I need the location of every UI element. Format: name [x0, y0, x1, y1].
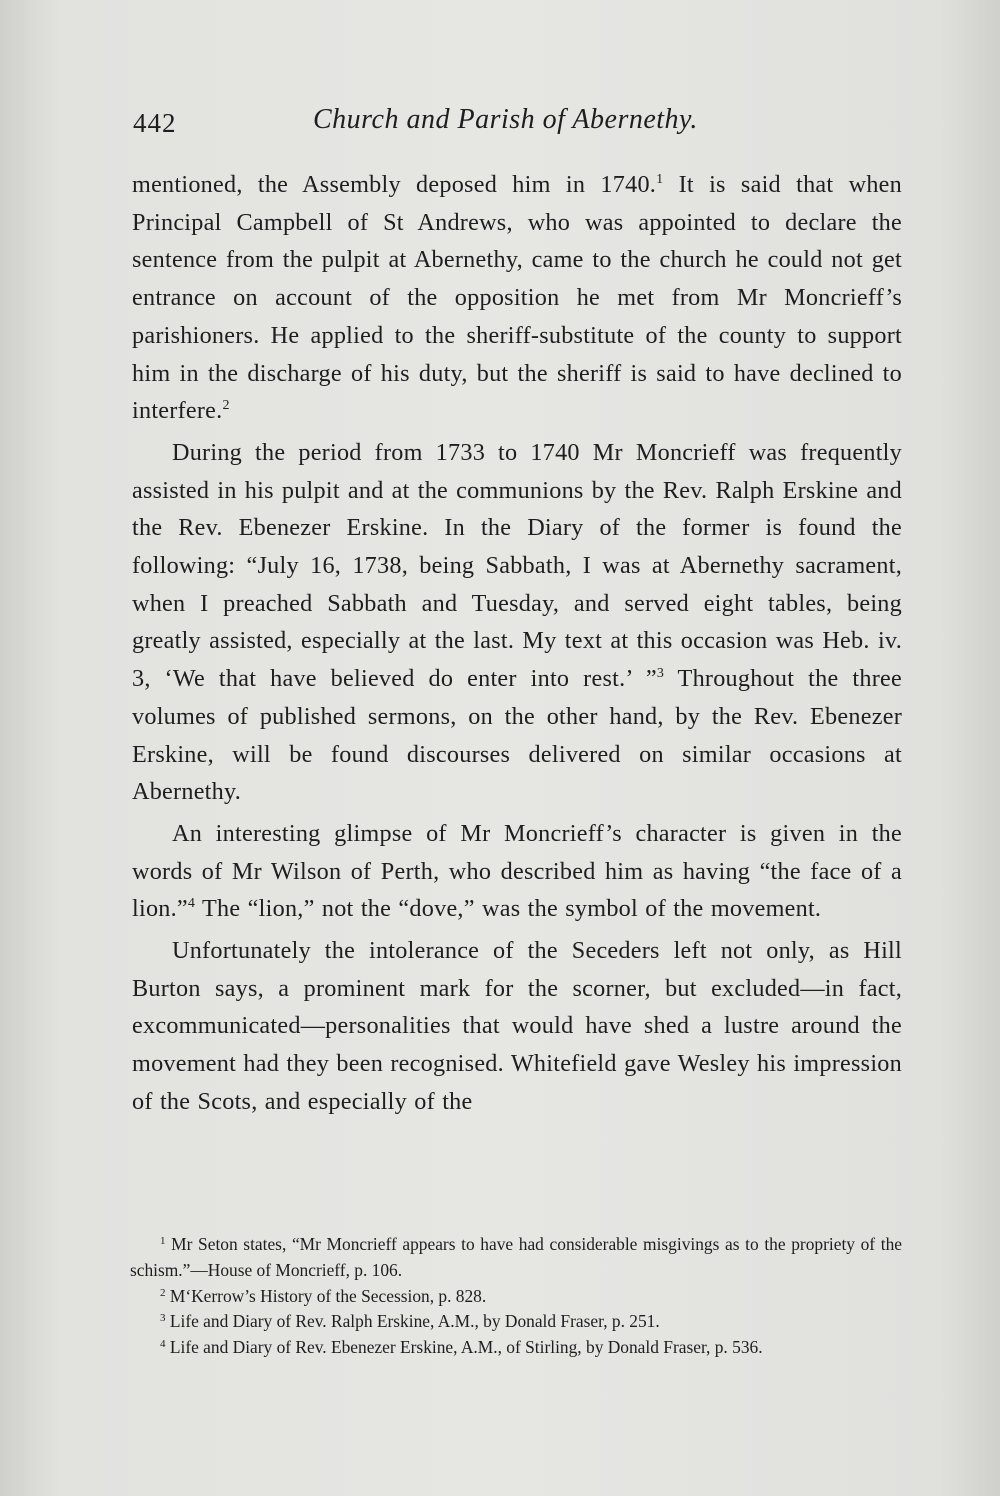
- footnote-ref-4: 4: [187, 896, 196, 912]
- paragraph-4-text: Unfortunately the intolerance of the Seceders left not only, as Hill Burton says, a prominent mark for the scorner, but excluded—in fact, excommunicated—personalities that would have shed a lustre around the movement had they been recognised. Whitefield gave Wesley his impression of the Scots, and especially of the: [132, 937, 902, 1115]
- paragraph-2-text: During the period from 1733 to 1740 Mr Moncrieff was frequently assisted in his pulpit and at the communions by the Rev. Ralph Erskine and the Rev. Ebenezer Erskine. In the Diary of the former is found the following: “July 16, 1738, being Sabbath, I was at Abernethy sacrament, when I preached Sabbath and Tuesday, and served eight tables, being greatly assisted, especially at the last. My text at this occasion was Heb. iv. 3, ‘We that have believed do enter into rest.’ ”: [132, 438, 902, 693]
- paragraph-1: [132, 166, 902, 430]
- footnote-4: [130, 1335, 902, 1361]
- body-text: [132, 166, 902, 1125]
- footnote-mark-4: 4: [160, 1338, 166, 1351]
- footnote-2-text: M‘Kerrow’s History of the Secession, p. 828.: [169, 1285, 487, 1306]
- running-title: Church and Parish of Abernethy.: [313, 104, 698, 135]
- paragraph-2: [132, 434, 902, 811]
- paragraph-4: [132, 932, 902, 1121]
- paragraph-2-text-after: Throughout the three volumes of published sermons, on the other hand, by the Rev. Ebenezer Erskine, will be found discourses delivered on similar occasions at Abernethy.: [132, 665, 902, 806]
- paragraph-3: [132, 815, 902, 928]
- paragraph-1-text: mentioned, the Assembly deposed him in 1740.: [132, 171, 657, 198]
- footnote-ref-1: 1: [656, 172, 664, 187]
- footnote-1-text: Mr Seton states, “Mr Moncrieff appears to have had considerable misgivings as to the propriety of the schism.”—House of Moncrieff, p. 106.: [130, 1234, 902, 1280]
- footnote-ref-2: 2: [222, 398, 230, 414]
- footnote-1: [130, 1232, 902, 1284]
- footnote-3: [130, 1309, 902, 1335]
- footnote-mark-2: 2: [160, 1286, 166, 1299]
- page-header: [133, 104, 753, 148]
- paragraph-1-text-after: It is said that when Principal Campbell of St Andrews, who was appointed to declare the sentence from the pulpit at Abernethy, came to the church he could not get entrance on account of the opposition he met from Mr Moncrieff’s parishioners. He applied to the sheriff-substitute of the county to support him in the discharge of his duty, but the sheriff is said to have declined to interfere.: [132, 171, 903, 425]
- paragraph-3-text: An interesting glimpse of Mr Moncrieff’s character is given in the words of Mr Wilson of Perth, who described him as having “the face of a lion.”: [132, 819, 902, 923]
- footnote-ref-3: 3: [656, 666, 665, 682]
- footnotes: [130, 1232, 902, 1361]
- footnote-4-text: Life and Diary of Rev. Ebenezer Erskine, A.M., of Stirling, by Donald Fraser, p. 536.: [169, 1337, 763, 1358]
- footnote-3-text: Life and Diary of Rev. Ralph Erskine, A.M., by Donald Fraser, p. 251.: [169, 1311, 660, 1332]
- footnote-mark-1: 1: [160, 1235, 166, 1247]
- paragraph-3-text-after: The “lion,” not the “dove,” was the symbol of the movement.: [195, 895, 822, 923]
- footnote-2: [130, 1284, 902, 1310]
- page-number: 442: [133, 108, 177, 138]
- footnote-mark-3: 3: [160, 1312, 166, 1325]
